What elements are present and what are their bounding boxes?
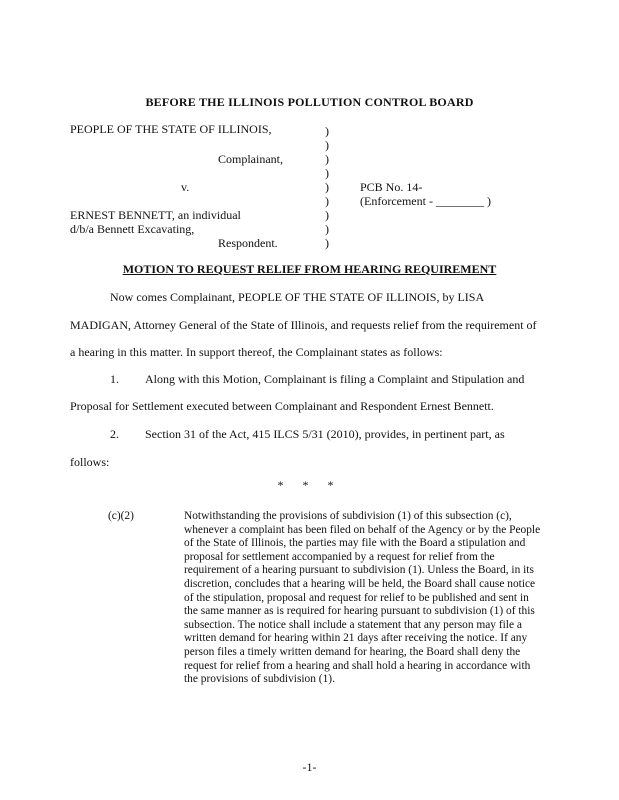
defendant-dba: d/b/a Bennett Excavating, [70, 222, 195, 236]
intro-line: MADIGAN, Attorney General of the State of Illinois, and requests relief from the requirement of [70, 318, 537, 332]
quoted-statute: Notwithstanding the provisions of subdivision (1) of this subsection (c), whenever a complaint has been filed on behalf of the Agency or by the People of the State of Illinois, the parties may file with the Board a stipulation and proposal for settlement accompanied by a request for relief from the requirement of a hearing pursuant to subdivision (1). Unless the Board, in its discretion, concludes that a hearing will be held, the Board shall cause notice of the stipulation, proposal and request for relief to be published and sent in the same manner as is required for hearing pursuant to subdivision (1) of this subsection. The notice shall include a statement that any person may file a written demand for hearing within 21 days after receiving the notice. If any person files a timely written demand for hearing, the Board shall deny the request for relief from a hearing and shall hold a hearing in accordance with the provisions of subdivision (1). [184, 510, 541, 686]
caption-paren: ) [325, 222, 329, 236]
caption-paren: ) [325, 124, 329, 138]
caption-paren: ) [325, 166, 329, 180]
plaintiff-name: PEOPLE OF THE STATE OF ILLINOIS, [70, 122, 272, 136]
caption-paren: ) [325, 138, 329, 152]
board-title: BEFORE THE ILLINOIS POLLUTION CONTROL BOARD [145, 95, 474, 109]
caption-paren: ) [325, 194, 329, 208]
caption-paren: ) [325, 152, 329, 166]
paragraph-number: 1. [110, 372, 119, 386]
paragraph-number: 2. [110, 427, 119, 441]
paragraph-1-line: Proposal for Settlement executed between Complainant and Respondent Ernest Bennett. [70, 399, 494, 413]
respondent-label: Respondent. [218, 236, 278, 250]
caption-paren: ) [325, 180, 329, 194]
intro-line: a hearing in this matter. In support thereof, the Complainant states as follows: [70, 345, 443, 359]
enforcement-label: (Enforcement - ________ ) [360, 194, 491, 208]
versus-label: v. [181, 180, 190, 194]
quote-label: (c)(2) [108, 510, 134, 522]
paragraph-1-line: Along with this Motion, Complainant is filing a Complaint and Stipulation and [145, 372, 525, 386]
page-number: -1- [302, 760, 317, 774]
intro-line: Now comes Complainant, PEOPLE OF THE STATE OF ILLINOIS, by LISA [110, 290, 485, 304]
caption-paren: ) [325, 208, 329, 222]
caption-paren: ) [325, 236, 329, 250]
pcb-number: PCB No. 14- [360, 180, 423, 194]
ellipsis-stars: * * * [277, 478, 342, 492]
motion-title: MOTION TO REQUEST RELIEF FROM HEARING REQUIREMENT [122, 262, 497, 276]
paragraph-2-line: follows: [70, 455, 110, 469]
paragraph-2-line: Section 31 of the Act, 415 ILCS 5/31 (2010), provides, in pertinent part, as [145, 427, 505, 441]
complainant-label: Complainant, [218, 152, 283, 166]
defendant-name: ERNEST BENNETT, an individual [70, 208, 241, 222]
